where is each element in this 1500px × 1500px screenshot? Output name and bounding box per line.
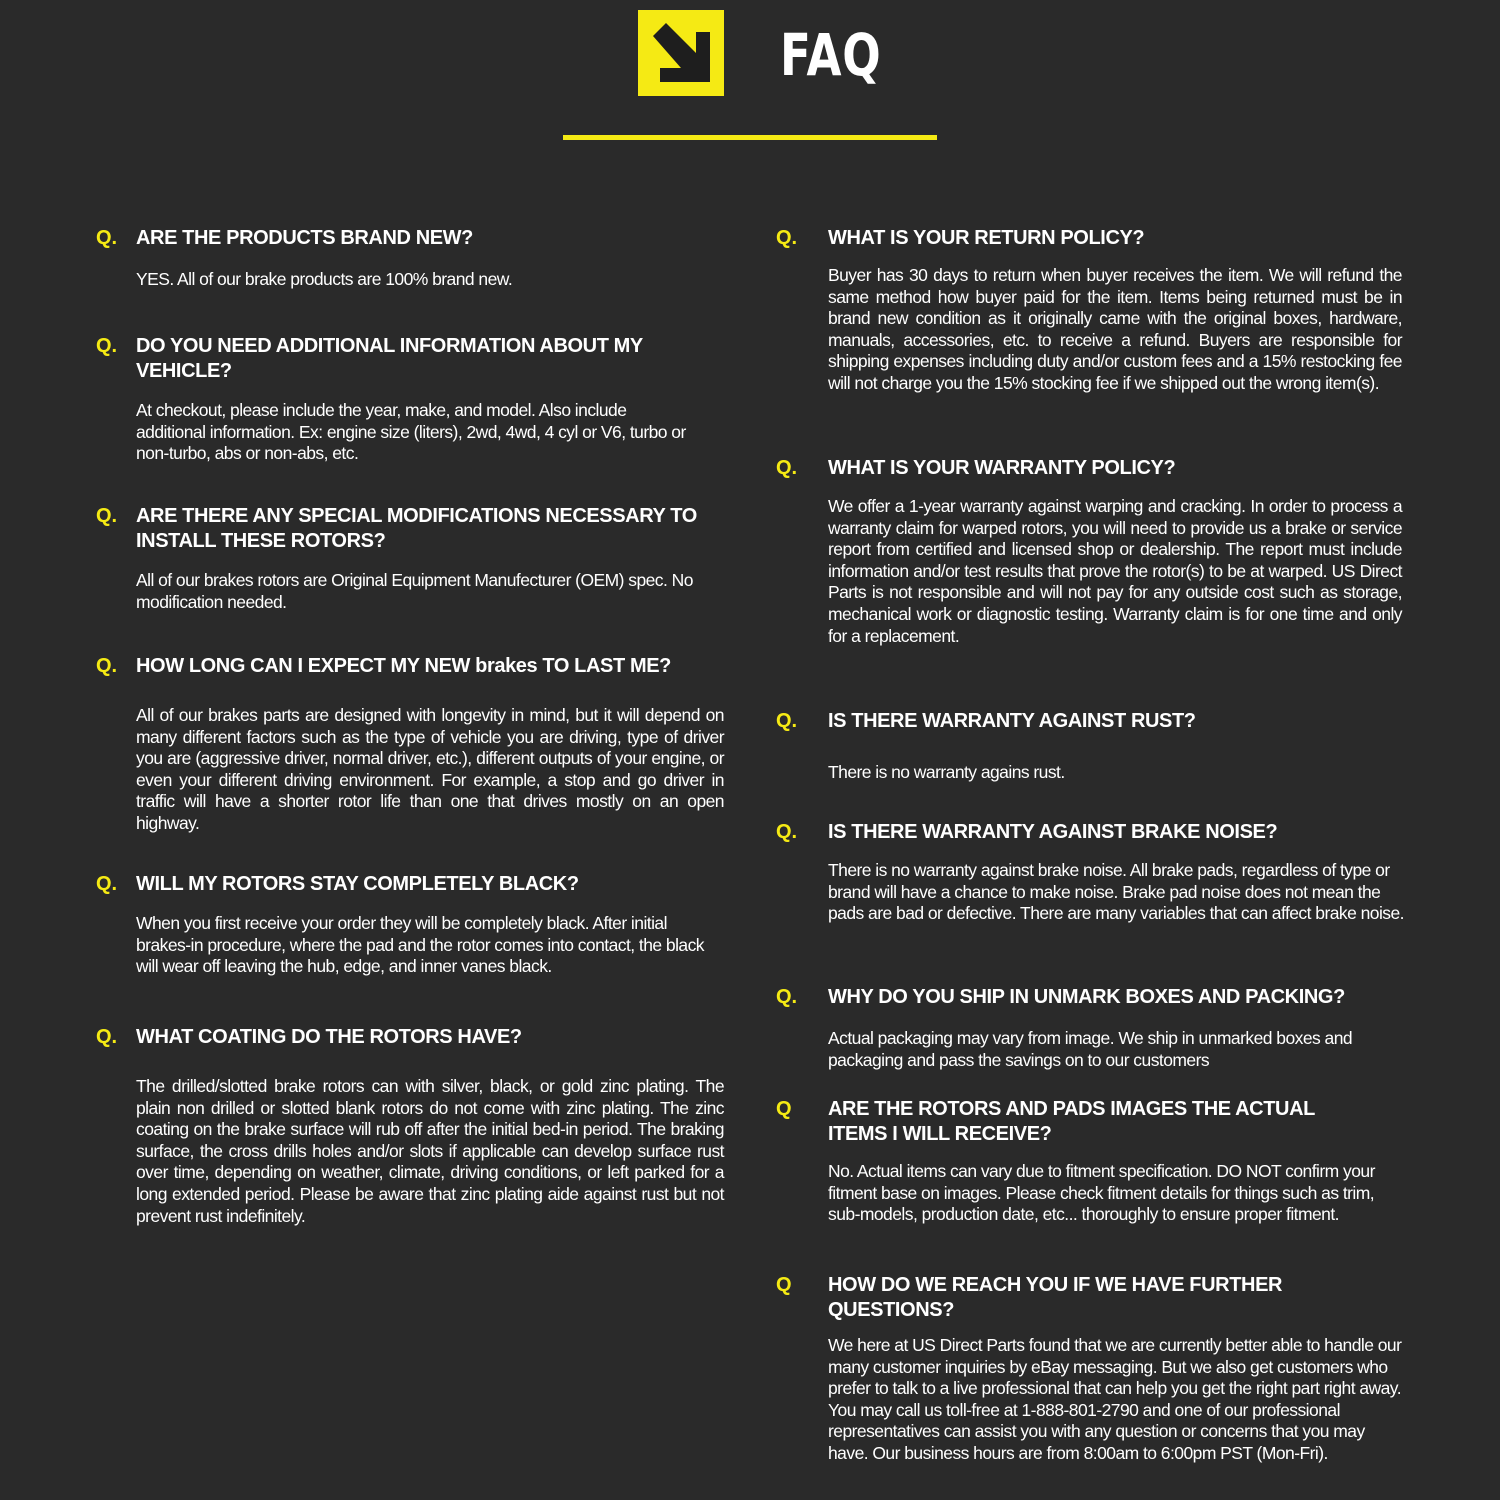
faq-item-return-policy	[776, 226, 1406, 395]
faq-answer: There is no warranty against brake noise. All brake pads, regardless of type or brand will have a chance to make noise. Brake pad noise does not mean the pads are bad or defective. There are many variables that can affect brake noise.	[828, 860, 1404, 924]
faq-question: WHAT COATING DO THE ROTORS HAVE?	[136, 1026, 522, 1048]
faq-answer: Actual packaging may vary from image. We ship in unmarked boxes and packaging and pass the savings on to our customers	[828, 1028, 1353, 1070]
faq-item-products-new	[96, 226, 726, 291]
q-mark: Q.	[776, 821, 798, 843]
faq-answer: We here at US Direct Parts found that we are currently better able to handle our many customer inquiries by eBay messaging. But we also get customers who prefer to talk to a live professional that can help you get the right part right away. You may call us toll-free at 1-888-801-2790 and one of our professional representatives can assist you with any question or concerns that you may have. Our business hours are from 8:00am to 6:00pm PST (Mon-Fri).	[828, 1335, 1402, 1463]
faq-answer: When you first receive your order they will be completely black. After initial brakes-in procedure, where the pad and the rotor comes into contact, the black will wear off leaving the hub, edge, and inner vanes black.	[136, 913, 705, 977]
faq-question: HOW DO WE REACH YOU IF WE HAVE FURTHER QUESTIONS?	[828, 1274, 1283, 1321]
q-mark: Q.	[96, 335, 118, 357]
q-mark: Q.	[96, 655, 118, 677]
q-mark: Q.	[96, 1026, 118, 1048]
q-mark: Q.	[96, 505, 118, 527]
q-mark: Q.	[96, 873, 118, 895]
faq-answer: There is no warranty agains rust.	[828, 762, 1065, 782]
title-underline	[563, 135, 937, 140]
faq-item-further-questions	[776, 1273, 1406, 1465]
faq-question: ARE THE ROTORS AND PADS IMAGES THE ACTUAL ITEMS I WILL RECEIVE?	[828, 1098, 1315, 1145]
logo-badge	[638, 10, 724, 96]
faq-item-rotors-black	[96, 872, 726, 978]
faq-item-warranty-rust	[776, 709, 1406, 784]
faq-question: WILL MY ROTORS STAY COMPLETELY BLACK?	[136, 873, 579, 895]
q-mark: Q.	[776, 710, 798, 732]
faq-question: WHY DO YOU SHIP IN UNMARK BOXES AND PACKING?	[828, 986, 1345, 1008]
faq-item-warranty-noise	[776, 820, 1406, 925]
faq-question: WHAT IS YOUR RETURN POLICY?	[828, 227, 1145, 249]
faq-item-additional-info	[96, 334, 726, 465]
faq-question: IS THERE WARRANTY AGAINST RUST?	[828, 710, 1196, 732]
faq-answer: No. Actual items can vary due to fitment specification. DO NOT confirm your fitment base on images. Please check fitment details for things such as trim, sub-models, production date, etc... thoroughly to ensure proper fitment.	[828, 1161, 1375, 1225]
faq-question: DO YOU NEED ADDITIONAL INFORMATION ABOUT MY VEHICLE?	[136, 335, 643, 382]
faq-item-coating	[96, 1025, 726, 1227]
page-title: FAQ	[780, 21, 882, 89]
faq-item-unmarked-boxes	[776, 985, 1406, 1071]
faq-answer: We offer a 1-year warranty against warping and cracking. In order to process a warranty claim for warped rotors, you will need to provide us a brake or service report from certified and licensed shop or dealership. The report must include information and/or test results that prove the rotor(s) to be at warped. US Direct Parts is not responsible and will not pay for any outside cost such as storage, mechanical work or diagnostic testing. Warranty claim is for one time and only for a replacement.	[828, 496, 1402, 646]
faq-question: ARE THE PRODUCTS BRAND NEW?	[136, 227, 473, 249]
faq-question: HOW LONG CAN I EXPECT MY NEW brakes TO LAST ME?	[136, 655, 671, 677]
faq-answer: Buyer has 30 days to return when buyer receives the item. We will refund the same method how buyer paid for the item. Items being returned must be in brand new condition as it originally came with the original boxes, hardware, manuals, accessories, etc. to receive a refund. Buyers are responsible for shipping expenses including duty and/or custom fees and a 15% restocking fee will not charge you the 15% stocking fee if we shipped out the wrong item(s).	[828, 265, 1402, 393]
faq-item-modifications	[96, 504, 726, 613]
q-mark: Q	[776, 1098, 792, 1120]
faq-item-brakes-last	[96, 654, 726, 835]
faq-item-warranty-policy	[776, 456, 1406, 647]
faq-answer: All of our brakes parts are designed with longevity in mind, but it will depend on many different factors such as the type of vehicle you are driving, type of driver you are (aggressive driver, normal driver, etc.), different outputs of your engine, or even your different driving environment. For example, a stop and go driver in traffic will have a shorter rotor life than one that drives mostly on an open highway.	[136, 705, 724, 833]
q-mark: Q.	[776, 227, 798, 249]
q-mark: Q.	[776, 457, 798, 479]
faq-question: WHAT IS YOUR WARRANTY POLICY?	[828, 457, 1176, 479]
faq-item-actual-items	[776, 1097, 1406, 1226]
arrow-down-right-icon	[638, 10, 724, 96]
faq-question: IS THERE WARRANTY AGAINST BRAKE NOISE?	[828, 821, 1278, 843]
faq-answer: At checkout, please include the year, make, and model. Also include additional information. Ex: engine size (liters), 2wd, 4wd, 4 cyl or V6, turbo or non-turbo, abs or non-abs, etc.	[136, 400, 686, 464]
faq-answer: YES. All of our brake products are 100% brand new.	[136, 269, 513, 289]
faq-question: ARE THERE ANY SPECIAL MODIFICATIONS NECESSARY TO INSTALL THESE ROTORS?	[136, 505, 697, 552]
q-mark: Q	[776, 1274, 792, 1296]
q-mark: Q.	[776, 986, 798, 1008]
faq-answer: The drilled/slotted brake rotors can with silver, black, or gold zinc plating. The plain non drilled or slotted blank rotors do not come with zinc plating. The zinc coating on the brake surface will rub off after the initial bed-in period. The braking surface, the cross drills holes and/or slots if applicable can develop surface rust over time, depending on weather, climate, driving conditions, or left parked for a long extended period. Please be aware that zinc plating aide against rust but not prevent rust indefinitely.	[136, 1076, 724, 1226]
q-mark: Q.	[96, 227, 118, 249]
faq-answer: All of our brakes rotors are Original Equipment Manufecturer (OEM) spec. No modification needed.	[136, 570, 693, 612]
